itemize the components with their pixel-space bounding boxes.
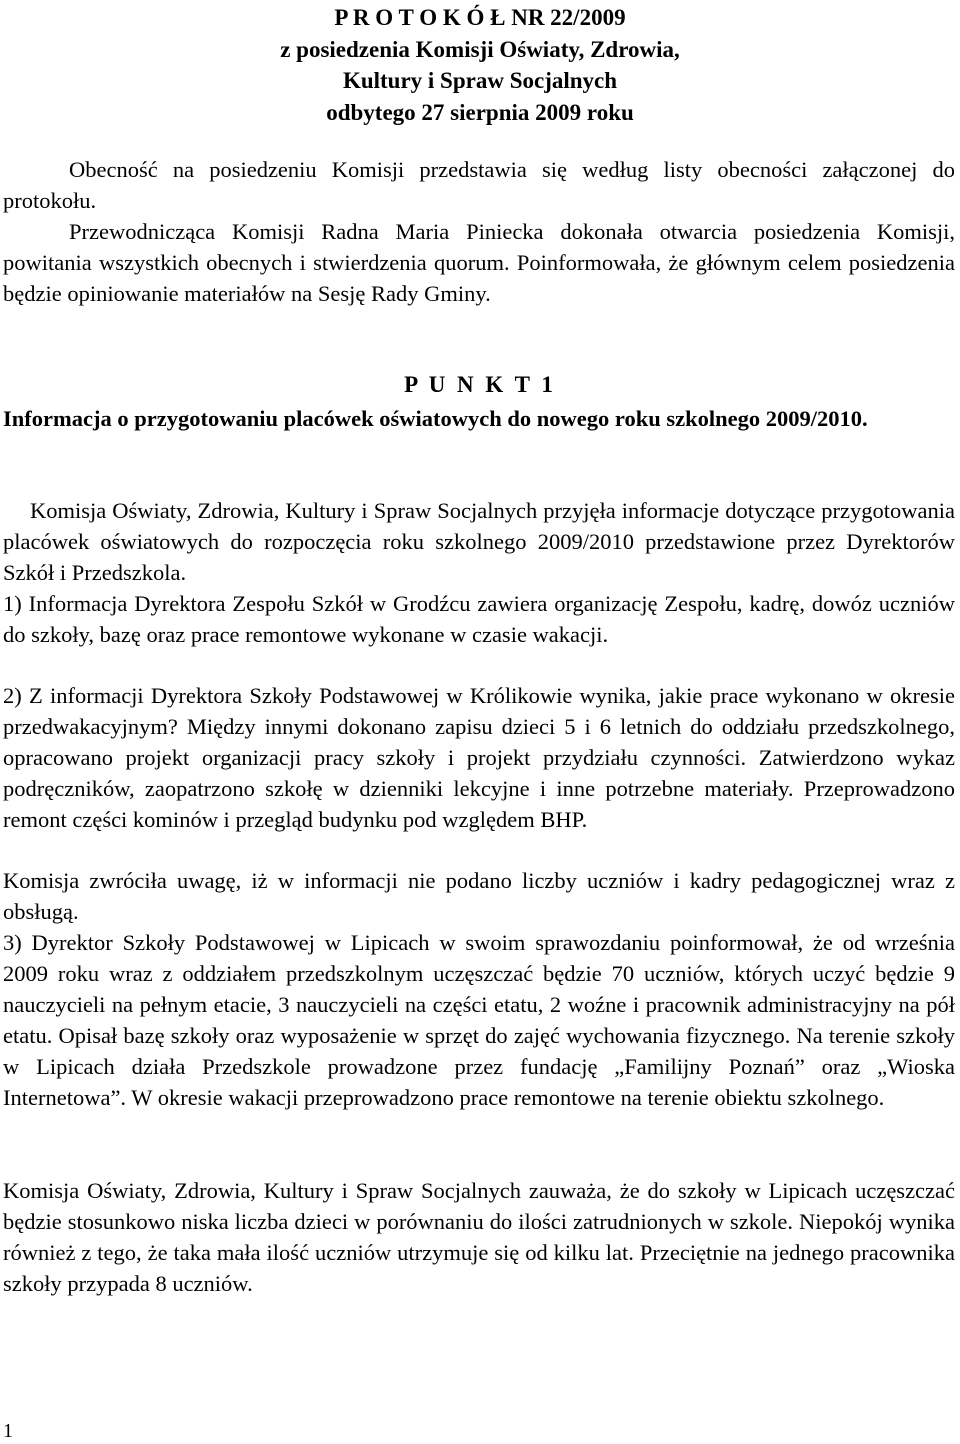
item-2-paragraph: 2) Z informacji Dyrektora Szkoły Podstawowej w Królikowie wynika, jakie prace wykonano w okresie przedwakacyjnym? Między innymi dokonano zapisu dzieci 5 i 6 letnich do oddziału przedszkolnego, opracowano projekt organizacji pracy szkoły i projekt przydziału czynności. Zatwierdzono wykaz podręczników, zaopatrzono szkołę w dzienniki lekcyjne i inne potrzebne materiały. Przeprowadzono remont części kominów i przegląd budynku pod względem BHP. (3, 683, 955, 832)
protocol-header (240, 2, 720, 128)
item-3-paragraph: 3) Dyrektor Szkoły Podstawowej w Lipicach w swoim sprawozdaniu poinformował, że od września 2009 roku wraz z oddziałem przedszkolnym uczęszczać będzie 70 uczniów, których uczyć będzie 9 nauczycieli na pełnym etacie, 3 nauczycieli na części etatu, 2 woźne i pracownik administracyjny na pół etatu. Opisał bazę szkoły oraz wyposażenie w sprzęt do zajęć wychowania fizycznego. Na terenie szkoły w Lipicach działa Przedszkole prowadzone przez fundację „Familijny Poznań” oraz „Wioska Internetowa”. W okresie wakacji przeprowadzono prace remontowe na terenie obiektu szkolnego. (3, 930, 955, 1110)
opening-paragraph: Przewodnicząca Komisji Radna Maria Piniecka dokonała otwarcia posiedzenia Komisji, powitania wszystkich obecnych i stwierdzenia quorum. Poinformowała, że głównym celem posiedzenia będzie opiniowanie materiałów na Sesję Rady Gminy. (3, 219, 955, 306)
committee-remark-paragraph: Komisja zwróciła uwagę, iż w informacji nie podano liczby uczniów i kadry pedagogicznej wraz z obsługą. (3, 868, 955, 924)
protocol-subtitle-line2: Kultury i Spraw Socjalnych (342, 68, 618, 93)
point-heading: Informacja o przygotowaniu placówek oświatowych do nowego roku szkolnego 2009/2010. (3, 406, 868, 431)
attendance-paragraph: Obecność na posiedzeniu Komisji przedstawia się według listy obecności załączonej do protokołu. (3, 157, 955, 213)
committee-conclusion-paragraph: Komisja Oświaty, Zdrowia, Kultury i Spraw Socjalnych zauważa, że do szkoły w Lipicach uczęszczać będzie stosunkowo niska liczba dzieci w porównaniu do ilości zatrudnionych w szkole. Niepokój wynika również z tego, że taka mała ilość uczniów utrzymuje się od kilku lat. Przeciętnie na jednego pracownika szkoły przypada 8 uczniów. (3, 1178, 955, 1296)
point-title: P U N K T 1 (404, 372, 556, 397)
protocol-subtitle-line1: z posiedzenia Komisji Oświaty, Zdrowia, (280, 36, 680, 62)
committee-info-paragraph: Komisja Oświaty, Zdrowia, Kultury i Spraw Socjalnych przyjęła informacje dotyczące przygotowania placówek oświatowych do rozpoczęcia roku szkolnego 2009/2010 przedstawione przez Dyrektorów Szkół i Przedszkola. (3, 498, 955, 585)
protocol-date-line: odbytego 27 sierpnia 2009 roku (326, 99, 634, 125)
item-1-paragraph: 1) Informacja Dyrektora Zespołu Szkół w Grodźcu zawiera organizację Zespołu, kadrę, dowóz uczniów do szkoły, bazę oraz prace remontowe wykonane w czasie wakacji. (3, 591, 955, 647)
protocol-title: P R O T O K Ó Ł NR 22/2009 (334, 5, 626, 30)
page-number: 1 (3, 1420, 13, 1442)
